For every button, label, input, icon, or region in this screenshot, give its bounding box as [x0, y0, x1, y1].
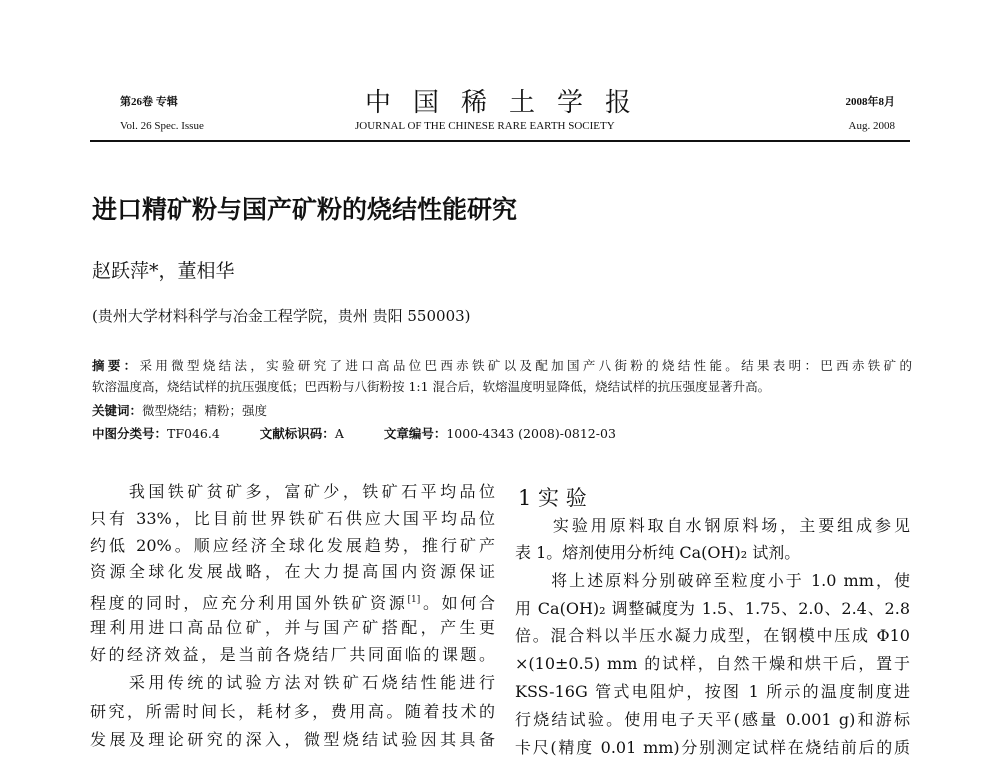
article-title: 进口精矿粉与国产矿粉的烧结性能研究 [92, 195, 518, 224]
volume-en: Vol. 26 Spec. Issue [120, 120, 204, 132]
body-line: 卡尺(精度 0.01 mm)分别测定试样在烧结前后的质 [515, 738, 910, 757]
volume-cn: 第26卷 专辑 [120, 96, 178, 108]
body-line: 资源全球化发展战略，在大力提高国内资源保证 [90, 562, 495, 581]
body-line: 行烧结试验。使用电子天平(感量 0.001 g)和游标 [515, 710, 910, 729]
body-line: 采用传统的试验方法对铁矿石烧结性能进行 [90, 673, 495, 692]
affiliation: (贵州大学材料科学与冶金工程学院，贵州 贵阳 550003) [92, 307, 471, 325]
body-line: 约低 20%。顺应经济全球化发展趋势，推行矿产 [90, 536, 495, 555]
journal-title-en: JOURNAL OF THE CHINESE RARE EARTH SOCIETY [355, 120, 615, 132]
abstract-line-2: 软溶温度高，烧结试样的抗压强度低；巴西粉与八街粉按 1:1 混合后，软熔温度明显降低，烧结试样的抗压强度显著升高。 [92, 379, 771, 394]
body-line: 只有 33%，比目前世界铁矿石供应大国平均品位 [90, 509, 495, 528]
keywords: 关键词：微型烧结；精粉；强度 [92, 403, 268, 418]
body-line: KSS-16G 管式电阻炉，按图 1 所示的温度制度进 [515, 682, 910, 701]
body-text: 。如何合 [420, 593, 495, 613]
citation-ref[interactable]: [1] [407, 595, 421, 605]
abstract-label: 摘要： [92, 358, 140, 373]
date-cn: 2008年8月 [845, 96, 895, 108]
body-line: 好的经济效益，是当前各烧结厂共同面临的课题。 [90, 645, 495, 664]
body-line: 实验用原料取自水钢原料场，主要组成参见 [515, 516, 910, 535]
body-line [90, 589, 495, 611]
abstract-line-1: 摘要：采用微型烧结法，实验研究了进口高品位巴西赤铁矿以及配加国产八街粉的烧结性能。结果表明：巴西赤铁矿的 [92, 358, 912, 373]
body-line: 我国铁矿贫矿多，富矿少，铁矿石平均品位 [90, 482, 495, 501]
body-line: ×(10±0.5) mm 的试样，自然干燥和烘干后，置于 [515, 654, 910, 673]
authors: 赵跃萍*，董相华 [92, 260, 235, 282]
body-line: 理利用进口高品位矿，并与国产矿搭配，产生更 [90, 618, 495, 637]
body-line: 发展及理论研究的深入，微型烧结试验因其具备 [90, 730, 495, 749]
section-heading: 1 实 验 [518, 486, 587, 510]
date-en: Aug. 2008 [848, 120, 895, 132]
body-line: 研究，所需时间长，耗材多，费用高。随着技术的 [90, 702, 495, 721]
journal-title-cn: 中国稀土学报 [365, 88, 654, 118]
classification: 中图分类号：TF046.4 文献标识码：A 文章编号：1000-4343 (2008)-0812-03 [92, 426, 616, 441]
body-line: 用 Ca(OH)₂ 调整碱度为 1.5、1.75、2.0、2.4、2.8 [515, 599, 910, 618]
body-line: 将上述原料分别破碎至粒度小于 1.0 mm，使 [515, 571, 910, 590]
body-line: 倍。混合料以半压水凝力成型，在钢模中压成 Φ10 [515, 626, 910, 645]
header-rule [90, 140, 910, 142]
body-line: 表 1。熔剂使用分析纯 Ca(OH)₂ 试剂。 [515, 543, 801, 562]
body-text: 程度的同时，应充分利用国外铁矿资源 [90, 593, 408, 613]
